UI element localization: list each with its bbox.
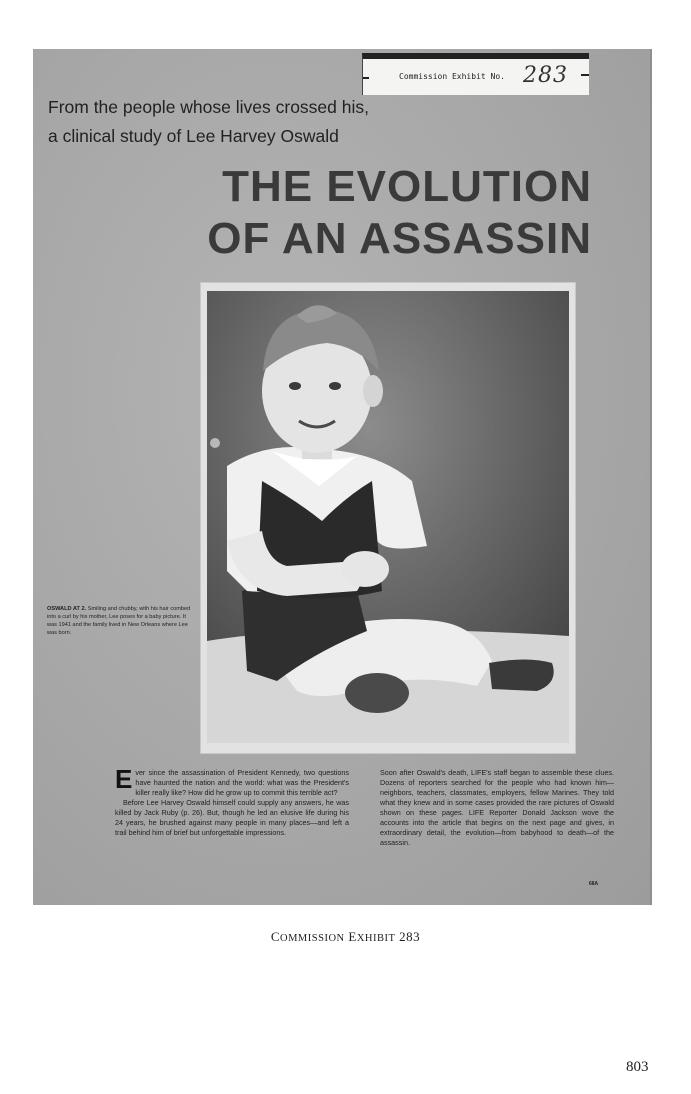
kicker-line-1: From the people whose lives crossed his, bbox=[48, 97, 369, 117]
page-number: 803 bbox=[626, 1059, 649, 1075]
article-column-2 bbox=[380, 768, 614, 848]
photo-frame bbox=[200, 282, 576, 754]
drop-cap: E bbox=[115, 764, 133, 794]
col1-paragraph-1 bbox=[115, 764, 349, 798]
exhibit-word2-rest: XHIBIT bbox=[356, 933, 396, 944]
exhibit-word2-initial: E bbox=[348, 929, 357, 944]
exhibit-caption bbox=[0, 929, 691, 945]
exhibit-number: 283 bbox=[399, 929, 421, 944]
kicker-line-2: a clinical study of Lee Harvey Oswald bbox=[48, 126, 339, 146]
portrait-illustration bbox=[207, 291, 569, 743]
stamp-handwritten-number: 283 bbox=[523, 63, 568, 88]
col1-p1-text: ver since the assassination of President Kennedy, two questions have haunted the nation and the world: what was the President's killer really like? How did he grow up to commit this terrible act? bbox=[135, 768, 349, 797]
magazine-page-scan bbox=[33, 49, 652, 905]
exhibit-word1-rest: OMMISSION bbox=[280, 933, 345, 944]
magazine-folio: 68A bbox=[589, 881, 599, 887]
headline-line-1: THE EVOLUTION bbox=[222, 162, 592, 211]
headline-line-2: OF AN ASSASSIN bbox=[207, 214, 592, 263]
caption-lead: OSWALD AT 2. bbox=[47, 606, 87, 612]
col2-paragraph-1: Soon after Oswald's death, LIFE's staff began to assemble these clues. Dozens of reporters searched for the people who had known him—neighbors, teachers, classmates, employers, fellow Marines. They told what they knew and in some cases provided the rare pictures of Oswald shown on these pages. LIFE Reporter Donald Jackson wove the accounts into the article that begins on the next page and gives, in extraordinary detail, the evolution—from babyhood to death—of the assassin. bbox=[380, 768, 614, 847]
col1-paragraph-2: Before Lee Harvey Oswald himself could supply any answers, he was killed by Jack Ruby (p. 26). But, though he led an elusive life during his 24 years, he brushed against many people in many places—and left a trail behind him of brief but unforgettable impressions. bbox=[115, 798, 349, 837]
exhibit-word1-initial: C bbox=[270, 929, 281, 944]
stamp-dash-left bbox=[363, 77, 369, 79]
child-portrait-photo bbox=[207, 291, 569, 743]
stamp-dash-right bbox=[581, 74, 589, 76]
stamp-label: Commission Exhibit No. bbox=[399, 72, 505, 81]
caption-text: Smiling and chubby, with his hair combed into a curl by his mother, Lee poses for a baby picture. It was 1941 and the family lived in New Orleans where Lee was born. bbox=[47, 606, 191, 636]
headline bbox=[207, 161, 592, 265]
exhibit-stamp bbox=[362, 53, 589, 95]
kicker bbox=[48, 93, 369, 151]
photo-caption bbox=[47, 605, 194, 637]
article-column-1 bbox=[115, 764, 349, 838]
